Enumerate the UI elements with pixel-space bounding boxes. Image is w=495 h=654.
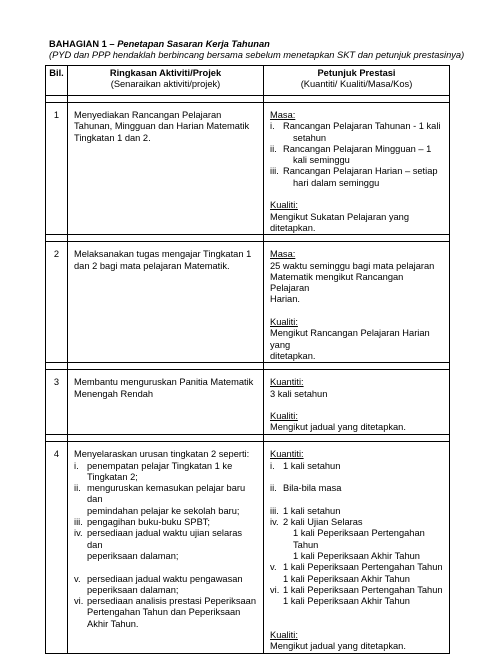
list-text: 1 kali Peperiksaan Pertengahan Tahun <box>283 562 443 573</box>
activity-line: Tingkatan 1 dan 2. <box>74 132 151 143</box>
indicator-label: Kualiti: <box>270 200 298 211</box>
row-activity <box>68 103 264 235</box>
list-marker: i. <box>74 460 79 471</box>
list-marker: ii. <box>74 483 81 494</box>
table-spacer-row <box>46 96 450 103</box>
list-item <box>270 506 445 517</box>
list-text: Rancangan Pelajaran Tahunan - 1 kali <box>283 121 441 132</box>
list-marker: iv. <box>270 517 279 528</box>
list-item <box>270 461 445 472</box>
list-marker: iii. <box>270 505 279 516</box>
row-indicator <box>264 370 450 435</box>
list-text: 1 kali Peperiksaan Pertengahan Tahun <box>293 528 425 550</box>
table-spacer-row <box>46 235 450 242</box>
table-row <box>46 242 450 363</box>
row-activity <box>68 370 264 435</box>
list-text: persediaan jadual waktu pengawasan <box>87 573 243 584</box>
list-text: Rancangan Pelajaran Harian – setiap <box>283 166 438 177</box>
list-item <box>270 517 445 562</box>
activity-line: Membantu menguruskan Panitia Matematik <box>74 377 254 388</box>
header-activity <box>68 66 264 96</box>
header-activity-title: Ringkasan Aktiviti/Projek <box>109 68 222 78</box>
activity-line: dan 2 bagi mata pelajaran Matematik. <box>74 260 230 271</box>
indicator-label: Kualiti: <box>270 411 298 422</box>
indicator-text: Mengikut Sukatan Pelajaran yang ditetapkan. <box>270 211 410 233</box>
indicator-label: Masa: <box>270 110 296 120</box>
list-text: Pertengahan Tahun dan Peperiksaan <box>87 607 241 618</box>
list-text: peperiksaan dalaman; <box>87 584 179 595</box>
list-text: Akhir Tahun. <box>87 618 139 629</box>
activity-line: Melaksanakan tugas mengajar Tingkatan 1 <box>74 249 252 260</box>
list-marker: ii. <box>270 483 277 494</box>
list-item <box>74 483 257 517</box>
table-spacer-row <box>46 363 450 370</box>
list-text: 1 kali setahun <box>283 460 341 471</box>
header-indicator-sub: (Kuantiti/ Kualiti/Masa/Kos) <box>300 79 413 90</box>
list-text: 1 kali Peperiksaan Akhir Tahun <box>283 573 410 584</box>
list-item <box>270 562 445 585</box>
list-marker: ii. <box>270 143 277 154</box>
row-activity <box>68 242 264 363</box>
list-text: 1 kali Peperiksaan Akhir Tahun <box>283 596 410 607</box>
indicator-label: Kualiti: <box>270 317 298 328</box>
table-row <box>46 103 450 235</box>
row-number: 4 <box>46 442 68 653</box>
list-text: hari dalam seminggu <box>293 177 380 188</box>
list-text: setahun <box>293 132 327 143</box>
list-text: 2 kali Ujian Selaras <box>283 517 363 528</box>
list-item <box>270 121 445 144</box>
list-item <box>74 596 257 630</box>
list-text: kali seminggu <box>293 155 350 166</box>
list-text: persediaan analisis prestasi Peperiksaan <box>87 596 256 607</box>
list-marker: v. <box>74 573 81 584</box>
row-indicator <box>264 242 450 363</box>
list-text: peperiksaan dalaman; <box>87 550 179 561</box>
list-marker: i. <box>270 121 275 132</box>
list-marker: vi. <box>74 596 84 607</box>
list-marker: v. <box>270 562 277 573</box>
activity-line: Tahunan, Mingguan dan Harian Matematik <box>74 121 250 132</box>
section-heading-bold: BAHAGIAN 1 – <box>49 39 118 49</box>
activity-line: Menengah Rendah <box>74 388 154 399</box>
header-activity-sub: (Senaraikan aktiviti/projek) <box>110 79 221 90</box>
row-indicator <box>264 442 450 653</box>
list-text: 1 kali Peperiksaan Akhir Tahun <box>293 550 420 561</box>
list-text: penempatan pelajar Tingkatan 1 ke <box>87 460 233 471</box>
header-indicator <box>264 66 450 96</box>
indicator-text: Mengikut Rancangan Pelajaran Harian yang <box>270 328 430 350</box>
table-spacer-row <box>46 435 450 442</box>
list-text: 1 kali Peperiksaan Pertengahan Tahun <box>283 584 443 595</box>
section-heading-italic: Penetapan Sasaran Kerja Tahunan <box>117 39 270 49</box>
list-text: Rancangan Pelajaran Mingguan – 1 <box>283 143 432 154</box>
header-bil <box>46 66 68 96</box>
list-text: pengagihan buku-buku SPBT; <box>87 517 211 528</box>
list-item <box>74 528 257 562</box>
indicator-text: Mengikut jadual yang ditetapkan. <box>270 641 406 652</box>
section-subtitle: (PYD dan PPP hendaklah berbincang bersama sebelum menetapkan SKT dan petunjuk prestasinya) <box>49 50 465 60</box>
list-item <box>270 585 445 608</box>
table-row <box>46 442 450 653</box>
list-text: Tingkatan 2; <box>87 471 138 482</box>
activity-intro: Menyelaraskan urusan tingkatan 2 seperti: <box>74 449 250 460</box>
list-text: menguruskan kemasukan pelajar baru dan <box>87 483 246 505</box>
list-marker: iii. <box>74 517 83 528</box>
list-marker: iv. <box>74 528 83 539</box>
row-indicator <box>264 103 450 235</box>
skt-table <box>45 65 450 654</box>
header-indicator-title: Petunjuk Prestasi <box>317 68 396 78</box>
indicator-text: Matematik mengikut Rancangan Pelajaran <box>270 271 404 294</box>
list-marker: vi. <box>270 584 280 595</box>
list-item <box>270 144 445 167</box>
list-marker: iii. <box>270 166 279 177</box>
indicator-text: Harian. <box>270 294 300 305</box>
indicator-text: 25 waktu seminggu bagi mata pelajaran <box>270 260 435 271</box>
indicator-label: Masa: <box>270 249 296 260</box>
indicator-label: Kualiti: <box>270 629 298 640</box>
list-text: Bila-bila masa <box>283 483 342 494</box>
list-marker: i. <box>270 460 275 471</box>
list-text: 1 kali setahun <box>283 505 341 516</box>
indicator-label: Kuantiti: <box>270 449 304 460</box>
indicator-label: Kuantiti: <box>270 377 304 388</box>
activity-line: Menyediakan Rancangan Pelajaran <box>74 110 222 120</box>
list-item <box>74 461 257 484</box>
row-activity <box>68 442 264 653</box>
indicator-text: ditetapkan. <box>270 350 316 361</box>
section-heading <box>49 39 270 50</box>
list-item <box>270 483 445 494</box>
indicator-text: 3 kali setahun <box>270 388 328 399</box>
table-row <box>46 370 450 435</box>
row-number: 2 <box>46 242 68 363</box>
row-number: 1 <box>46 103 68 235</box>
list-text: pemindahan pelajar ke sekolah baru; <box>87 505 240 516</box>
table-header-row <box>46 66 450 96</box>
list-item <box>270 166 445 189</box>
list-item <box>74 574 257 597</box>
list-text: persediaan jadual waktu ujian selaras dan <box>87 528 243 550</box>
header-bil-label: Bil. <box>49 68 64 78</box>
indicator-text: Mengikut jadual yang ditetapkan. <box>270 422 406 433</box>
row-number: 3 <box>46 370 68 435</box>
list-item <box>74 517 257 528</box>
